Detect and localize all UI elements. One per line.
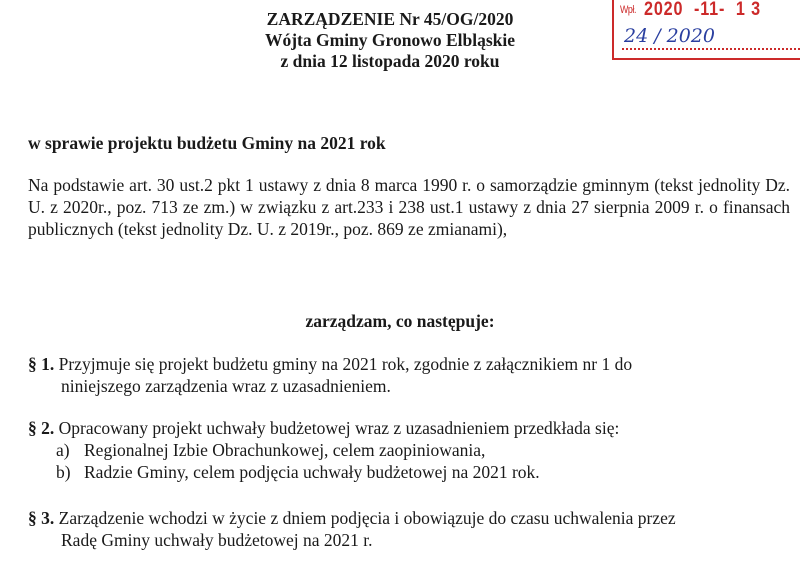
paragraph-3 <box>28 507 790 551</box>
paragraph-number: § 3. <box>28 508 55 528</box>
list-item-text: Radzie Gminy, celem podjęcia uchwały budżetowej na 2021 rok. <box>84 462 540 482</box>
paragraph-text: Opracowany projekt uchwały budżetowej wraz z uzasadnieniem przedkłada się: <box>58 418 620 438</box>
document-date: z dnia 12 listopada 2020 roku <box>280 51 500 71</box>
decree-heading: zarządzam, co następuje: <box>305 311 495 331</box>
paragraph-text: Przyjmuje się projekt budżetu gminy na 2021 rok, zgodnie z załącznikiem nr 1 do <box>58 354 633 374</box>
paragraph-text-continued: niniejszego zarządzenia wraz z uzasadnieniem. <box>61 376 391 396</box>
list-item <box>28 461 790 483</box>
document-subject: w sprawie projektu budżetu Gminy na 2021 rok <box>28 133 386 153</box>
document-issuer: Wójta Gminy Gronowo Elbląskie <box>264 30 516 50</box>
receipt-stamp <box>612 0 800 60</box>
legal-basis-preamble: Na podstawie art. 30 ust.2 pkt 1 ustawy z dnia 8 marca 1990 r. o samorządzie gminnym (tekst jednolity Dz. U. z 2020r., poz. 713 ze zm.) w związku z art.233 i 238 ust.1 ustawy z dnia 27 sierpnia 2009 r. o finansach publicznych (tekst jednolity Dz. U. z 2019r., poz. 869 ze zmianami), <box>28 175 790 239</box>
document-header <box>200 9 580 72</box>
stamp-label: Wpł. <box>620 4 636 16</box>
list-item <box>28 439 790 461</box>
list-item-text: Regionalnej Izbie Obrachunkowej, celem zaopiniowania, <box>84 440 486 460</box>
paragraph-text: Zarządzenie wchodzi w życie z dniem podjęcia i obowiązuje do czasu uchwalenia przez <box>58 508 676 528</box>
paragraph-text-continued: Radę Gminy uchwały budżetowej na 2021 r. <box>61 530 373 550</box>
list-item-letter: b) <box>56 462 71 482</box>
paragraph-number: § 1. <box>28 354 55 374</box>
stamp-date: 2020 -11- 1 3 <box>644 0 761 20</box>
document-title: ZARZĄDZENIE Nr 45/OG/2020 <box>266 9 514 29</box>
stamp-dotted-line <box>622 48 800 50</box>
paragraph-1 <box>28 353 790 397</box>
paragraph-2 <box>28 417 790 483</box>
stamp-handwritten-number: 24 / 2020 <box>624 25 716 47</box>
list-item-letter: a) <box>56 440 70 460</box>
paragraph-number: § 2. <box>28 418 55 438</box>
